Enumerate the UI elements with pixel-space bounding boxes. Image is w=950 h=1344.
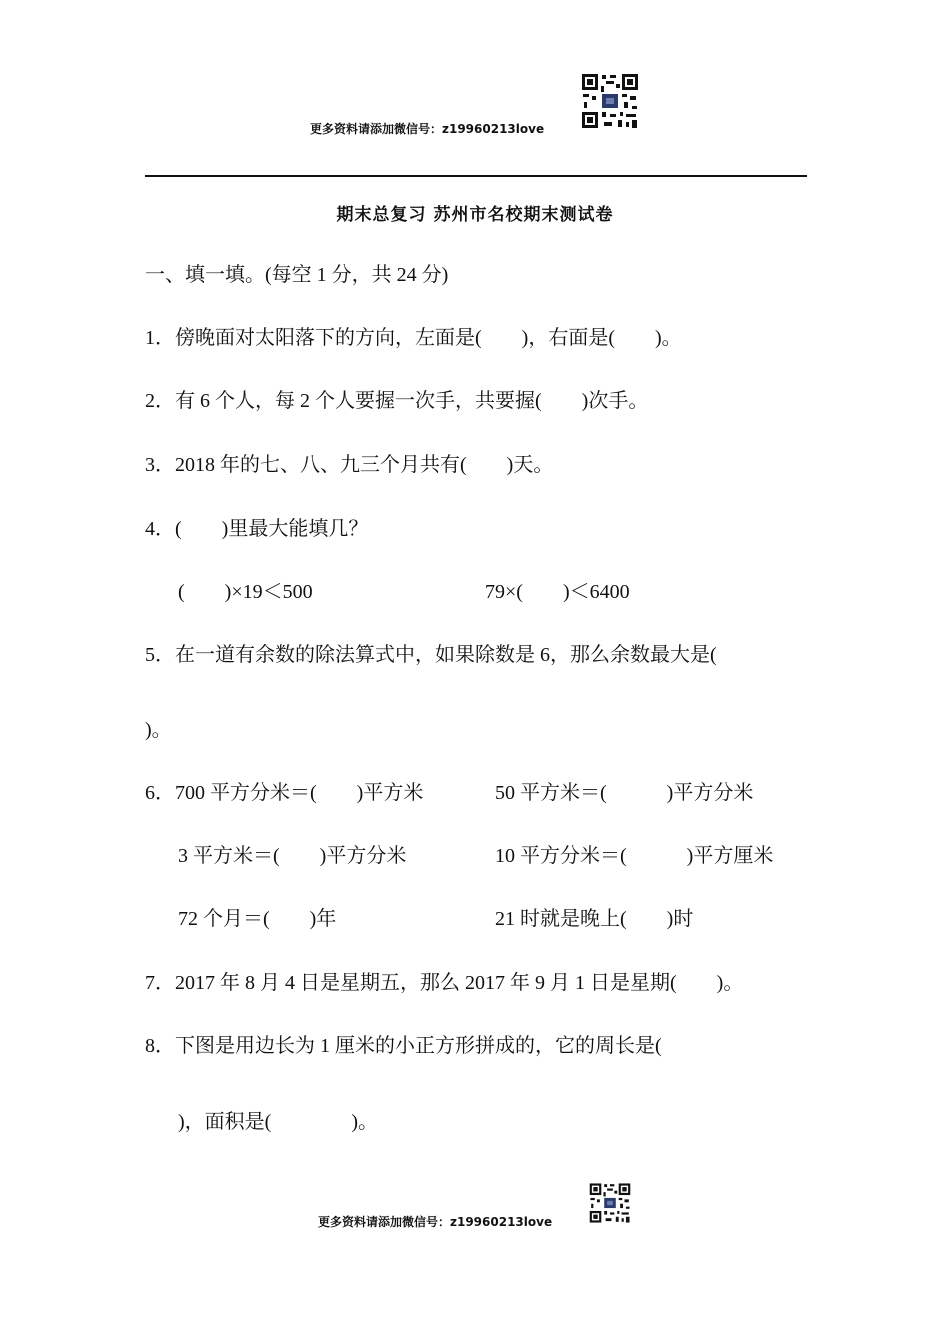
question-4: 4．( )里最大能填几？ <box>145 518 369 540</box>
question-2: 2．有 6 个人，每 2 个人要握一次手，共要握( )次手。 <box>145 390 649 412</box>
section-heading: 一、填一填。(每空 1 分，共 24 分) <box>145 264 449 286</box>
question-6-part-e: 72 个月＝( )年 <box>178 908 337 930</box>
question-6-part-a: 6．700 平方分米＝( )平方米 <box>145 782 424 804</box>
question-5-continuation: )。 <box>145 719 172 741</box>
question-4-part-b: 79×( )＜6400 <box>485 581 630 603</box>
question-6-part-c: 3 平方米＝( )平方分米 <box>178 845 407 867</box>
header-divider <box>145 175 807 177</box>
footer-wechat-text: 更多资料请添加微信号：z19960213love <box>318 1215 553 1229</box>
question-6-part-f: 21 时就是晚上( )时 <box>495 908 694 930</box>
qr-code-icon <box>580 72 640 130</box>
question-3: 3．2018 年的七、八、九三个月共有( )天。 <box>145 454 554 476</box>
question-6-part-d: 10 平方分米＝( )平方厘米 <box>495 845 774 867</box>
question-5: 5．在一道有余数的除法算式中，如果除数是 6，那么余数最大是( <box>145 644 717 666</box>
page-title: 期末总复习 苏州市名校期末测试卷 <box>336 205 614 225</box>
question-1: 1．傍晚面对太阳落下的方向，左面是( )，右面是( )。 <box>145 327 682 349</box>
question-7: 7．2017 年 8 月 4 日是星期五，那么 2017 年 9 月 1 日是星期( )。 <box>145 972 744 994</box>
header-wechat-text: 更多资料请添加微信号：z19960213love <box>310 122 545 136</box>
question-6-part-b: 50 平方米＝( )平方分米 <box>495 782 754 804</box>
question-8-continuation: )，面积是( )。 <box>178 1111 378 1133</box>
question-8: 8．下图是用边长为 1 厘米的小正方形拼成的，它的周长是( <box>145 1035 662 1057</box>
footer-qr-code-icon <box>588 1182 632 1224</box>
question-4-part-a: ( )×19＜500 <box>178 581 313 603</box>
